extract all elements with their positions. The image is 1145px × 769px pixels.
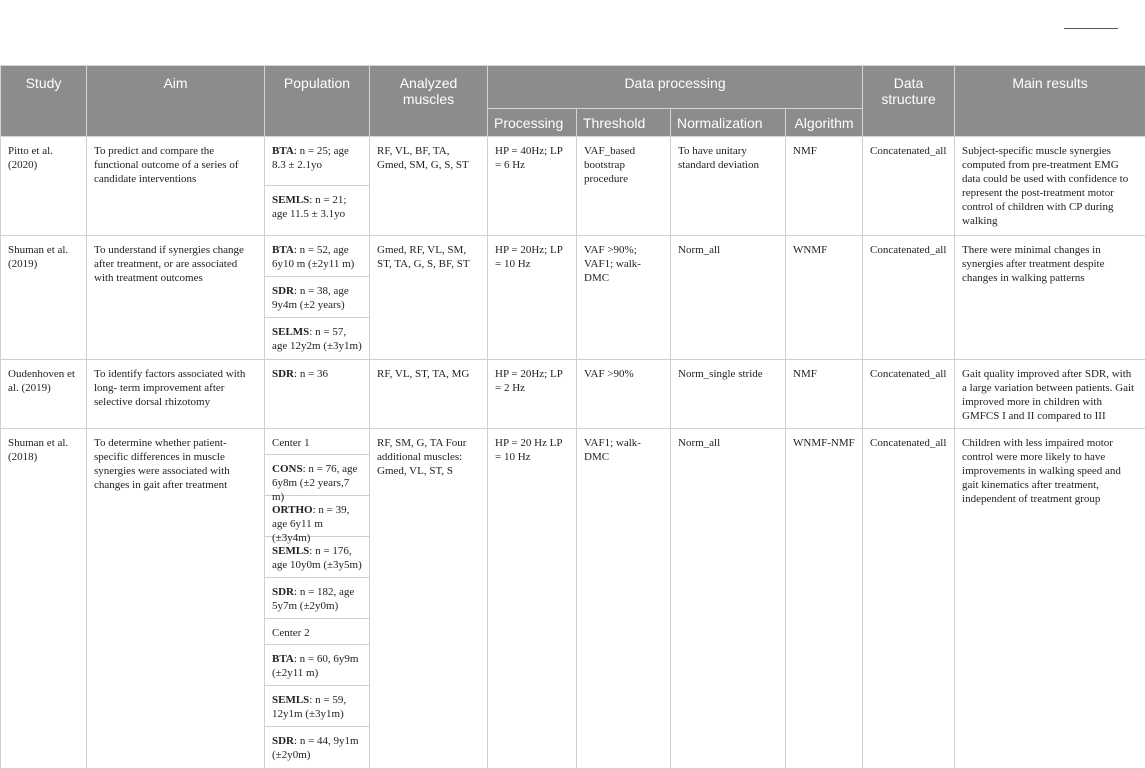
header-data-processing: Data processing bbox=[488, 66, 863, 109]
population-item bbox=[265, 686, 369, 727]
cell-data-structure: Concatenated_all bbox=[863, 137, 955, 236]
cell-study: Shuman et al. (2019) bbox=[1, 236, 87, 360]
header-study: Study bbox=[1, 66, 87, 137]
cell-data-structure: Concatenated_all bbox=[863, 429, 955, 769]
table-row bbox=[1, 429, 1145, 769]
cell-algorithm: WNMF-NMF bbox=[786, 429, 863, 769]
cell-muscles: Gmed, RF, VL, SM, ST, TA, G, S, BF, ST bbox=[370, 236, 488, 360]
population-sep: : bbox=[309, 194, 312, 206]
population-item bbox=[265, 537, 369, 578]
population-sep: : bbox=[294, 145, 297, 157]
population-label: BTA bbox=[272, 145, 294, 157]
population-sep: : bbox=[294, 368, 297, 380]
cell-muscles: RF, VL, BF, TA, Gmed, SM, G, S, ST bbox=[370, 137, 488, 236]
population-item bbox=[265, 619, 369, 645]
population-label: SELMS bbox=[272, 326, 309, 338]
population-text: n = 44, 9y1m (±2y0m) bbox=[272, 735, 359, 761]
population-sep: : bbox=[294, 653, 297, 665]
header-population: Population bbox=[265, 66, 370, 137]
cell-algorithm: NMF bbox=[786, 137, 863, 236]
population-label: SDR bbox=[272, 368, 294, 380]
cell-processing: HP = 40Hz; LP = 6 Hz bbox=[488, 137, 577, 236]
header-algorithm: Algorithm bbox=[786, 109, 863, 137]
table-row bbox=[1, 236, 1145, 360]
cell-normalization: Norm_single stride bbox=[671, 360, 786, 429]
header-analyzed-muscles: Analyzed muscles bbox=[370, 66, 488, 137]
population-text: Center 2 bbox=[272, 627, 310, 639]
cell-aim: To determine whether patient-specific differences in muscle synergies were associated with changes in gait after treatment bbox=[87, 429, 265, 769]
cell-threshold: VAF_based bootstrap procedure bbox=[577, 137, 671, 236]
population-item bbox=[265, 429, 369, 455]
population-item bbox=[265, 727, 369, 768]
population-label: BTA bbox=[272, 653, 294, 665]
studies-table bbox=[0, 65, 1145, 769]
population-sep: : bbox=[294, 735, 297, 747]
cell-population bbox=[265, 360, 370, 429]
cell-data-structure: Concatenated_all bbox=[863, 236, 955, 360]
population-text: n = 38, age 9y4m (±2 years) bbox=[272, 285, 349, 311]
cell-processing: HP = 20Hz; LP = 10 Hz bbox=[488, 236, 577, 360]
cell-normalization: Norm_all bbox=[671, 236, 786, 360]
population-text: n = 57, age 12y2m (±3y1m) bbox=[272, 326, 362, 352]
header-aim: Aim bbox=[87, 66, 265, 137]
cell-algorithm: NMF bbox=[786, 360, 863, 429]
population-label: CONS bbox=[272, 463, 303, 475]
population-text: n = 59, 12y1m (±3y1m) bbox=[272, 694, 346, 720]
population-text: n = 176, age 10y0m (±3y5m) bbox=[272, 545, 362, 571]
population-item bbox=[265, 137, 369, 186]
cell-results: Children with less impaired motor control were more likely to have improvements in walking speed and gait kinematics after treatment, independent of treatment group bbox=[955, 429, 1145, 769]
population-label: SEMLS bbox=[272, 194, 309, 206]
cell-population bbox=[265, 236, 370, 360]
population-text: n = 39, age 6y11 m (±3y4m) bbox=[272, 504, 349, 544]
header-normalization: Normalization bbox=[671, 109, 786, 137]
cell-processing: HP = 20Hz; LP = 2 Hz bbox=[488, 360, 577, 429]
population-label: SEMLS bbox=[272, 545, 309, 557]
population-item bbox=[265, 360, 369, 387]
cell-normalization: Norm_all bbox=[671, 429, 786, 769]
cell-muscles: RF, SM, G, TA Four additional muscles: Gmed, VL, ST, S bbox=[370, 429, 488, 769]
population-label: SEMLS bbox=[272, 694, 309, 706]
cell-aim: To understand if synergies change after treatment, or are associated with treatment outcomes bbox=[87, 236, 265, 360]
population-sep: : bbox=[309, 694, 312, 706]
population-item bbox=[265, 186, 369, 227]
population-text: n = 36 bbox=[297, 368, 328, 380]
cell-aim: To identify factors associated with long- term improvement after selective dorsal rhizotomy bbox=[87, 360, 265, 429]
top-rule bbox=[1064, 28, 1118, 29]
population-sep: : bbox=[309, 545, 312, 557]
cell-population bbox=[265, 137, 370, 236]
population-label: BTA bbox=[272, 244, 294, 256]
cell-study: Oudenhoven et al. (2019) bbox=[1, 360, 87, 429]
population-sep: : bbox=[294, 244, 297, 256]
population-text: n = 25; age 8.3 ± 2.1yo bbox=[272, 145, 349, 171]
population-label: SDR bbox=[272, 586, 294, 598]
cell-threshold: VAF >90%; VAF1; walk-DMC bbox=[577, 236, 671, 360]
population-sep: : bbox=[313, 504, 316, 516]
population-sep: : bbox=[294, 285, 297, 297]
population-text: n = 52, age 6y10 m (±2y11 m) bbox=[272, 244, 354, 270]
header-processing: Processing bbox=[488, 109, 577, 137]
population-item bbox=[265, 236, 369, 277]
header-main-results: Main results bbox=[955, 66, 1145, 137]
population-sep: : bbox=[294, 586, 297, 598]
population-item bbox=[265, 455, 369, 496]
population-label: SDR bbox=[272, 285, 294, 297]
table-row bbox=[1, 137, 1145, 236]
table-row bbox=[1, 360, 1145, 429]
cell-aim: To predict and compare the functional outcome of a series of candidate interventions bbox=[87, 137, 265, 236]
header-threshold: Threshold bbox=[577, 109, 671, 137]
cell-population bbox=[265, 429, 370, 769]
cell-muscles: RF, VL, ST, TA, MG bbox=[370, 360, 488, 429]
cell-results: There were minimal changes in synergies after treatment despite changes in walking patterns bbox=[955, 236, 1145, 360]
cell-study: Pitto et al. (2020) bbox=[1, 137, 87, 236]
cell-processing: HP = 20 Hz LP = 10 Hz bbox=[488, 429, 577, 769]
cell-results: Subject-specific muscle synergies computed from pre-treatment EMG data could be used with confidence to represent the post-treatment motor control of children with CP during walking bbox=[955, 137, 1145, 236]
cell-results: Gait quality improved after SDR, with a large variation between patients. Gait improved more in children with GMFCS I and II compared to III bbox=[955, 360, 1145, 429]
population-item bbox=[265, 277, 369, 318]
cell-algorithm: WNMF bbox=[786, 236, 863, 360]
cell-study: Shuman et al. (2018) bbox=[1, 429, 87, 769]
population-item bbox=[265, 645, 369, 686]
population-label: SDR bbox=[272, 735, 294, 747]
cell-threshold: VAF >90% bbox=[577, 360, 671, 429]
population-item bbox=[265, 578, 369, 619]
population-text: Center 1 bbox=[272, 437, 310, 449]
cell-normalization: To have unitary standard deviation bbox=[671, 137, 786, 236]
population-item bbox=[265, 318, 369, 359]
population-item bbox=[265, 496, 369, 537]
cell-threshold: VAF1; walk-DMC bbox=[577, 429, 671, 769]
population-sep: : bbox=[309, 326, 312, 338]
cell-data-structure: Concatenated_all bbox=[863, 360, 955, 429]
population-sep: : bbox=[303, 463, 306, 475]
population-label: ORTHO bbox=[272, 504, 313, 516]
population-text: n = 21; age 11.5 ± 3.1yo bbox=[272, 194, 346, 220]
population-text: n = 60, 6y9m (±2y11 m) bbox=[272, 653, 358, 679]
header-data-structure: Data structure bbox=[863, 66, 955, 137]
population-text: n = 76, age 6y8m (±2 years,7 m) bbox=[272, 463, 357, 503]
population-text: n = 182, age 5y7m (±2y0m) bbox=[272, 586, 354, 612]
